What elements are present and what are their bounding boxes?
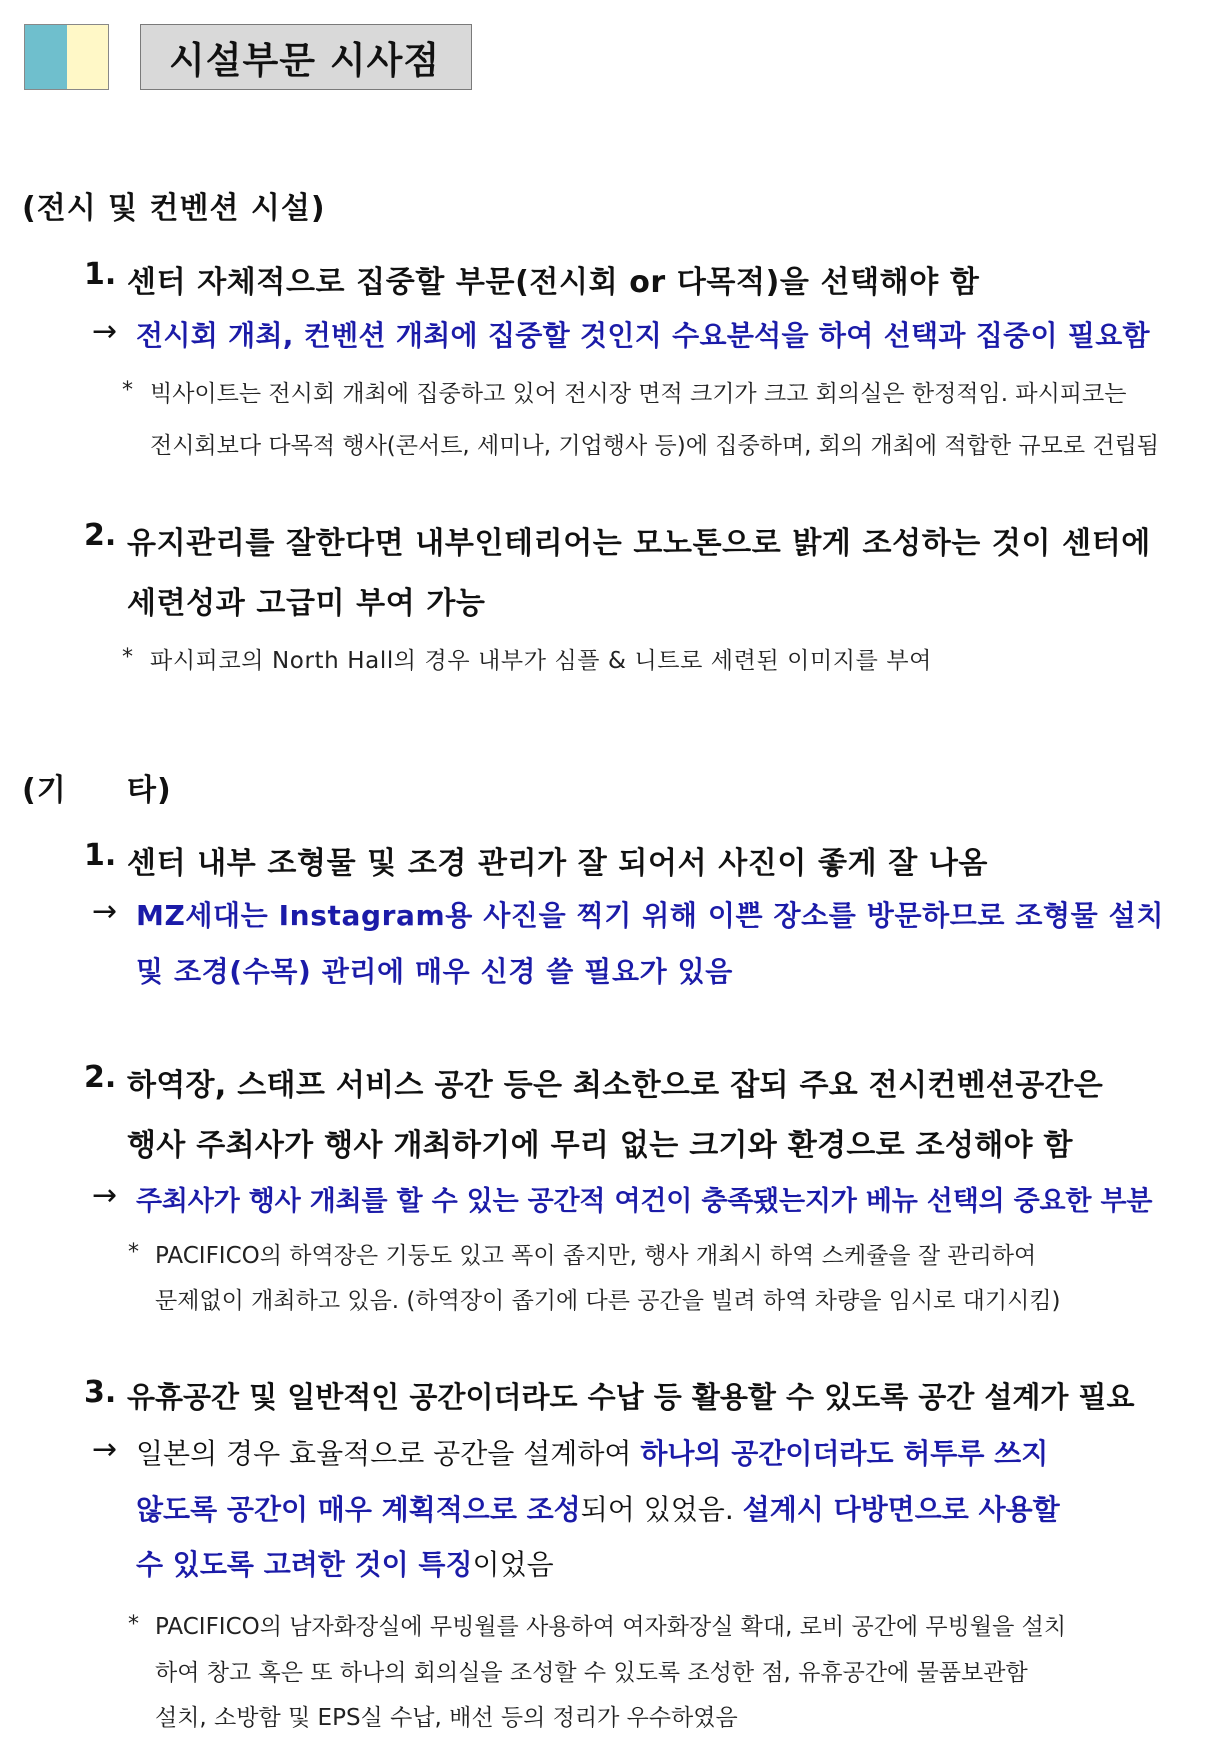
- note-text: PACIFICO의 하역장은 기둥도 있고 폭이 좁지만, 행사 개최시 하역 스케쥴을 잘 관리하여: [155, 1243, 1037, 1269]
- note-text: PACIFICO의 남자화장실에 무빙월를 사용하여 여자화장실 확대, 로비 공간에 무빙월을 설치: [155, 1614, 1067, 1640]
- conclusion-text: 전시회 개최, 컨벤션 개최에 집중할 것인지 수요분석을 하여 선택과 집중이 필요함: [136, 319, 1150, 352]
- point-text: 세련성과 고급미 부여 가능: [127, 586, 486, 621]
- conclusion-line: [136, 1432, 1048, 1472]
- conclusion-text: 및 조경(수목) 관리에 매우 신경 쓸 필요가 있음: [136, 955, 733, 988]
- point-text: 센터 자체적으로 집중할 부문(전시회 or 다목적)을 선택해야 함: [127, 265, 980, 300]
- badge-teal-block: [25, 25, 67, 89]
- note-text: 문제없이 개최하고 있음. (하역장이 좁기에 다른 공간을 빌려 하역 차량을 임시로 대기시킴): [155, 1288, 1061, 1314]
- badge-cream-block: [67, 25, 108, 89]
- point-text: 유지관리를 잘한다면 내부인테리어는 모노톤으로 밝게 조성하는 것이 센터에: [127, 526, 1151, 561]
- note-text: 빅사이트는 전시회 개최에 집중하고 있어 전시장 면적 크기가 크고 회의실은 한정적임. 파시피코는: [150, 381, 1127, 407]
- item-number: 1.: [84, 838, 117, 873]
- note-bullet-icon: *: [128, 1240, 139, 1265]
- conclusion-plain-text: 되어 있었음.: [580, 1493, 743, 1526]
- conclusion-emphasis-text: 설계시 다방면으로 사용할: [742, 1493, 1060, 1526]
- page-title: 시설부문 시사점: [169, 39, 441, 82]
- section-heading-exhibition: (전시 및 컨벤션 시설): [22, 191, 326, 226]
- conclusion-text: MZ세대는 Instagram용 사진을 찍기 위해 이쁜 장소를 방문하므로 조형물 설치: [136, 899, 1164, 932]
- point-text: 행사 주최사가 행사 개최하기에 무리 없는 크기와 환경으로 조성해야 함: [127, 1128, 1073, 1163]
- section-heading-etc-b: 타): [127, 773, 172, 808]
- note-text: 파시피코의 North Hall의 경우 내부가 심플 & 니트로 세련된 이미지를 부여: [150, 648, 932, 674]
- conclusion-line: [136, 1543, 554, 1583]
- conclusion-emphasis-text: 않도록 공간이 매우 계획적으로 조성: [136, 1493, 581, 1526]
- point-text: 유휴공간 및 일반적인 공간이더라도 수납 등 활용할 수 있도록 공간 설계가 필요: [127, 1380, 1135, 1414]
- item-number: 3.: [84, 1375, 117, 1410]
- arrow-icon: →: [92, 314, 118, 349]
- point-text: 하역장, 스태프 서비스 공간 등은 최소한으로 잡되 주요 전시컨벤션공간은: [127, 1068, 1104, 1103]
- conclusion-plain-text: 이었음: [472, 1548, 554, 1581]
- page-title-box: [140, 24, 472, 90]
- note-bullet-icon: *: [128, 1612, 139, 1637]
- note-text: 설치, 소방함 및 EPS실 수납, 배선 등의 정리가 우수하였음: [155, 1705, 738, 1731]
- conclusion-plain-text: 일본의 경우 효율적으로 공간을 설계하여: [136, 1437, 641, 1470]
- item-number: 1.: [84, 257, 117, 292]
- point-text: 센터 내부 조형물 및 조경 관리가 잘 되어서 사진이 좋게 잘 나옴: [127, 846, 988, 881]
- note-bullet-icon: *: [122, 378, 133, 403]
- conclusion-emphasis-text: 하나의 공간이더라도 허투루 쓰지: [640, 1437, 1049, 1470]
- note-bullet-icon: *: [122, 645, 133, 670]
- section-badge: [24, 24, 109, 90]
- section-heading-etc-a: (기: [22, 773, 67, 808]
- conclusion-line: [136, 1488, 1060, 1528]
- conclusion-text: 주최사가 행사 개최를 할 수 있는 공간적 여건이 충족됐는지가 베뉴 선택의 중요한 부분: [136, 1186, 1153, 1217]
- note-text: 하여 창고 혹은 또 하나의 회의실을 조성할 수 있도록 조성한 점, 유휴공간에 물품보관함: [155, 1660, 1028, 1686]
- note-text: 전시회보다 다목적 행사(콘서트, 세미나, 기업행사 등)에 집중하며, 회의 개최에 적합한 규모로 건립됨: [150, 433, 1160, 459]
- arrow-icon: →: [92, 1178, 118, 1213]
- arrow-icon: →: [92, 894, 118, 929]
- arrow-icon: →: [92, 1432, 118, 1467]
- item-number: 2.: [84, 1060, 117, 1095]
- item-number: 2.: [84, 518, 117, 553]
- conclusion-emphasis-text: 수 있도록 고려한 것이 특징: [136, 1548, 473, 1581]
